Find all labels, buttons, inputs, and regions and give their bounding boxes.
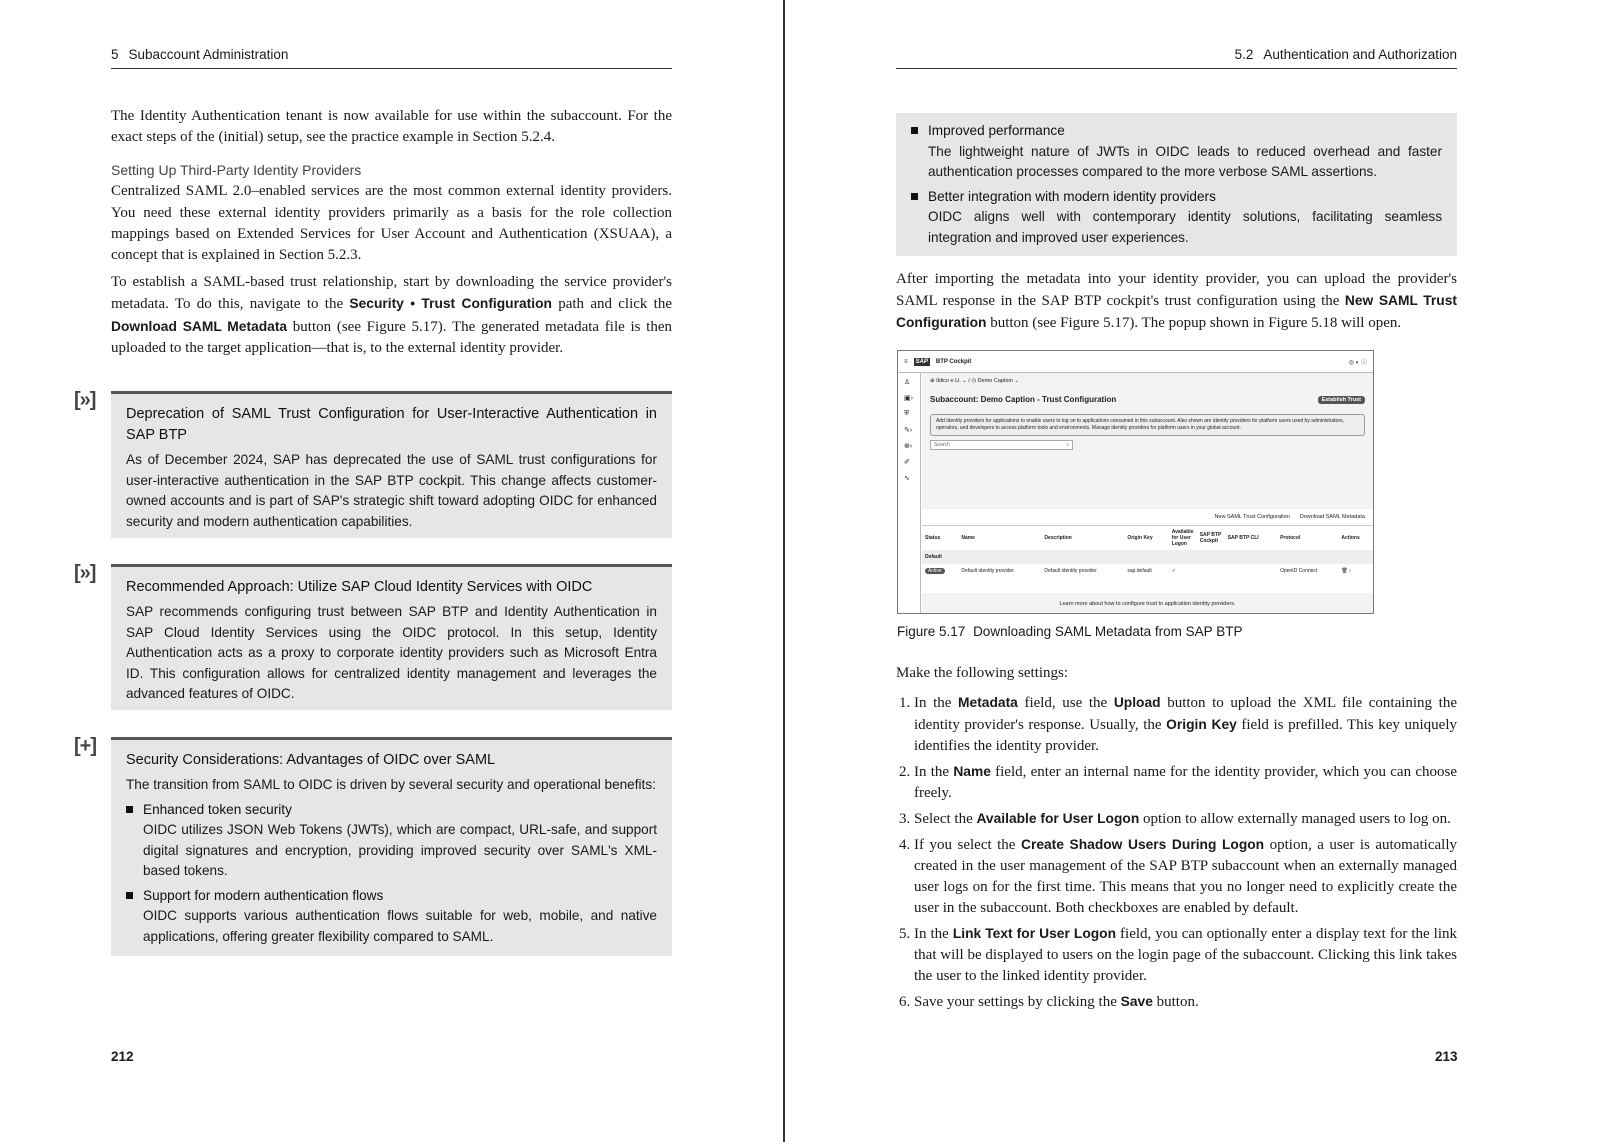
box-title: Deprecation of SAML Trust Configuration for User-Interactive Authentication in SAP BTP — [126, 406, 657, 443]
bold-term: Security • Trust Configuration — [349, 296, 552, 312]
delete-icon: 🗑 › — [1341, 567, 1351, 574]
note-box-recommended — [111, 564, 672, 710]
settings-steps — [896, 692, 1457, 1013]
text-run: In the — [914, 926, 953, 943]
chapter-number: 5 — [111, 47, 119, 62]
nav-icon: ⊕› — [904, 443, 913, 450]
list-item — [911, 187, 1442, 249]
item-title: Improved performance — [928, 123, 1065, 138]
step-item — [914, 808, 1457, 830]
caption-label: Figure 5.17 — [897, 624, 966, 639]
item-text: OIDC supports various authentication flows suitable for web, mobile, and native applications, offering greater flexibility compared to SAML. — [143, 908, 657, 944]
list-item — [126, 886, 657, 948]
note-icon: [»] — [74, 389, 96, 411]
text-run: field, you can optionally enter a display text for the link that will be displayed to users on the login page of the subaccount. Clicking this link takes the user to the linked identity provider. — [914, 926, 1457, 985]
col-header: Status — [922, 526, 958, 550]
item-title: Enhanced token security — [143, 801, 292, 817]
bold-term: Name — [953, 764, 991, 780]
group-row — [922, 550, 1373, 564]
new-saml-trust-button: New SAML Trust Configuration — [1214, 514, 1290, 520]
item-title: Support for modern authentication flows — [143, 887, 384, 903]
cell-protocol: OpenID Connect — [1280, 567, 1318, 574]
bold-term: New SAML Trust Configuration — [896, 293, 1457, 331]
chapter-title: Subaccount Administration — [128, 47, 289, 62]
col-header: Actions — [1338, 526, 1373, 550]
box-text: The transition from SAML to OIDC is driven by several security and operational benefits: — [126, 777, 656, 792]
step-item — [914, 991, 1457, 1013]
box-title: Security Considerations: Advantages of OIDC over SAML — [126, 752, 496, 768]
figure-screenshot — [897, 350, 1374, 614]
text-run: Centralized SAML 2.0–enabled services are the most common external identity providers. You need these external identity providers primarily as a basis for the role collection mappings based on Extended Services for User Account and Authentication (XSUAA), a concept that is explained in Section 5.2.3. — [111, 183, 672, 264]
note-box-continued — [896, 113, 1457, 256]
text-run: field, enter an internal name for the identity provider, which you can choose freely. — [914, 764, 1457, 802]
search-icon: ⌕ — [1066, 442, 1069, 448]
text-run: To establish a SAML-based trust relationship, start by downloading the service provider's metadata. To do this, navigate to the — [111, 274, 672, 313]
text-run: If you select the — [914, 837, 1021, 854]
app-title: BTP Cockpit — [935, 358, 972, 365]
nav-icon: ▣› — [904, 395, 913, 402]
side-nav — [898, 373, 921, 613]
nav-icon: ✎› — [904, 427, 913, 434]
col-header: SAP BTP CLI — [1225, 526, 1277, 550]
page-gutter — [783, 0, 785, 1142]
col-header: Protocol — [1277, 526, 1338, 550]
learn-more-link: Learn more about how to configure trust to application identity providers. — [1059, 601, 1236, 607]
box-title: Recommended Approach: Utilize SAP Cloud Identity Services with OIDC — [126, 579, 593, 595]
step-item — [914, 923, 1457, 987]
cell-origin: sap.default — [1127, 567, 1152, 574]
text-run: button. — [1152, 994, 1199, 1011]
note-box-security — [111, 737, 672, 956]
step-item — [914, 834, 1457, 919]
crumb-global: Ildico e.U. — [936, 378, 961, 384]
trust-table — [922, 509, 1373, 593]
shell-bar — [898, 351, 1373, 373]
item-text: The lightweight nature of JWTs in OIDC leads to reduced overhead and faster authentication processes compared to the more verbose SAML assertions. — [928, 143, 1442, 179]
bold-term: Upload — [1113, 695, 1161, 711]
col-header: SAP BTP Cockpit — [1197, 526, 1225, 550]
paragraph — [111, 181, 672, 266]
table-header — [922, 526, 1373, 550]
text-run: option, a user is automatically created in the user management of the SAP BTP subaccount when an externally managed user logs on for the first time. This means that you no longer need to explicitly create the user in the subaccount. Both checkboxes are enabled by default. — [914, 837, 1457, 917]
list-item — [126, 800, 657, 882]
item-title: Better integration with modern identity providers — [928, 188, 1216, 204]
right-body-bottom — [896, 663, 1457, 1017]
text-run: field, use the — [1017, 695, 1114, 712]
breadcrumb: ⊕ Ildico e.U. ⌄ / ◷ Demo Caption ⌄ — [930, 378, 1019, 384]
figure-caption — [897, 624, 1242, 639]
benefit-list — [126, 800, 657, 948]
bold-term: Create Shadow Users During Logon — [1020, 837, 1265, 853]
group-label: Default — [922, 550, 1373, 564]
bold-term: Metadata — [958, 695, 1018, 711]
page-number-right: 213 — [1435, 1049, 1458, 1064]
item-text: OIDC aligns well with contemporary identity solutions, facilitating seamless integration and improved user experiences. — [928, 209, 1442, 245]
running-header-left — [111, 47, 672, 69]
note-box-deprecation — [111, 391, 672, 538]
cell-description: Default identity provider — [1044, 567, 1097, 574]
establish-trust-button: Establish Trust — [1318, 396, 1365, 404]
text-run: field is prefilled. This key uniquely identifies the identity provider. — [914, 717, 1457, 755]
step-item — [914, 692, 1457, 757]
sap-logo: SAP — [915, 358, 928, 365]
col-header: Description — [1041, 526, 1124, 550]
col-header: Available for User Logon — [1169, 526, 1197, 550]
box-text: As of December 2024, SAP has deprecated the use of SAML trust configurations for user-interactive authentication in the SAP BTP cockpit. This change affects customer-owned accounts and is part of SAP's strategic shift toward adopting OIDC for enhanced security and modern authentication capabilities. — [126, 452, 657, 529]
crumb-subaccount: Demo Caption — [977, 378, 1013, 384]
bold-term: Origin Key — [1166, 717, 1237, 733]
text-run: path and click the — [551, 296, 673, 313]
check-icon: ✓ — [1171, 567, 1176, 574]
nav-icon: ⛨ — [904, 410, 910, 417]
text-run: option to allow externally managed users to log on. — [1139, 811, 1451, 828]
section-subheading: Setting Up Third-Party Identity Providers — [111, 162, 362, 179]
status-badge: Active — [925, 568, 945, 574]
lead-text: Make the following settings: — [896, 665, 1069, 681]
user-icon: ◎ ◐ ⓘ — [1348, 360, 1367, 366]
section-title: Authentication and Authorization — [1263, 47, 1457, 62]
bold-term: Available for User Logon — [976, 811, 1140, 827]
page-title: Subaccount: Demo Caption - Trust Configuration — [930, 395, 1117, 404]
download-saml-metadata-button: Download SAML Metadata — [1299, 514, 1365, 520]
page-number-left: 212 — [111, 1049, 134, 1064]
paragraph — [896, 269, 1457, 335]
col-header: Origin Key — [1124, 526, 1168, 550]
nav-icon: ♙ — [904, 379, 911, 386]
text-run: In the — [914, 695, 959, 712]
bold-term: Save — [1120, 994, 1153, 1010]
section-number: 5.2 — [1234, 47, 1254, 62]
box-text: SAP recommends configuring trust between SAP BTP and Identity Authentication in SAP Cloud Identity Services using the OIDC protocol. In this setup, Identity Authentication acts as a proxy to corporate identity providers such as Microsoft Entra ID. This configuration allows for centralized identity management and leverages the advanced features of OIDC. — [126, 604, 657, 701]
search-placeholder: Search — [934, 442, 950, 448]
text-run: Select the — [914, 811, 977, 828]
cell-name: Default identity provider — [961, 567, 1014, 574]
item-text: OIDC utilizes JSON Web Tokens (JWTs), which are compact, URL-safe, and support digital signatures and encryption, providing improved security over SAML's XML-based tokens. — [143, 822, 657, 878]
caption-text: Downloading SAML Metadata from SAP BTP — [973, 624, 1243, 639]
plus-icon: [+] — [74, 735, 96, 757]
bold-term: Link Text for User Logon — [952, 926, 1117, 942]
left-body — [111, 106, 672, 365]
right-body-top — [896, 269, 1457, 341]
list-item — [911, 121, 1442, 183]
text-run: button (see Figure 5.17). The popup shown in Figure 5.18 will open. — [986, 315, 1402, 332]
content-area — [922, 373, 1373, 613]
text-run: In the — [914, 764, 954, 781]
nav-icon: ✐ — [904, 459, 910, 466]
text-run: button (see Figure 5.17). The generated metadata file is then uploaded to the target application—that is, to the external identity provider. — [111, 318, 672, 356]
text-run: The Identity Authentication tenant is now available for use within the subaccount. For the exact steps of the (initial) setup, see the practice example in Section 5.2.4. — [111, 108, 672, 146]
text-run: After importing the metadata into your identity provider, you can upload the provider's SAML response in the SAP BTP cockpit's trust configuration using the — [896, 271, 1457, 310]
note-icon: [»] — [74, 562, 96, 584]
info-strip: Add Identity providers for applications to enable users to log on to applications consumed in this subaccount. Also shown are identity providers for platform users used by administrators, operators, and developers to access platform tools and environments. Manage identity providers for platform users in your global account. — [930, 414, 1365, 436]
menu-icon: ≡ — [904, 358, 908, 365]
intro-paragraph — [111, 106, 672, 148]
search-input — [930, 440, 1073, 450]
bold-term: Download SAML Metadata — [111, 318, 288, 334]
nav-icon: ∿ — [904, 475, 910, 482]
paragraph — [111, 272, 672, 359]
text-run: Save your settings by clicking the — [914, 994, 1121, 1011]
col-header: Name — [958, 526, 1041, 550]
step-item — [914, 761, 1457, 804]
benefit-list — [911, 121, 1442, 248]
table-row — [922, 564, 1373, 578]
running-header-right — [896, 47, 1457, 69]
text-run: button to upload the XML file containing the identity provider's response. Usually, the — [914, 695, 1457, 734]
